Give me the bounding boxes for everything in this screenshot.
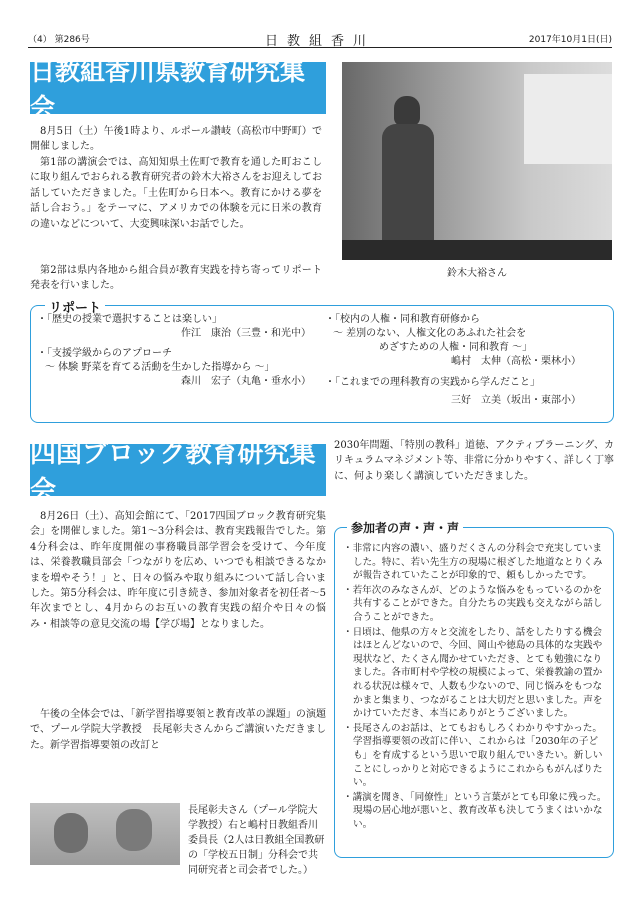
issue-date: 2017年10月1日(日) — [528, 35, 612, 45]
report-box — [30, 301, 614, 423]
article1-para1: 8月5日（土）午後1時より、ルポール讃岐（高松市中野町）で開催しました。 — [30, 126, 322, 153]
voice-item-2: ・若年次のみなさんが、どのような悩みをもっているのかを共有することができた。自分たちの実践も交えながら話し合うことができた。 — [343, 584, 603, 623]
voices-list — [343, 542, 607, 832]
person-right-shape — [116, 809, 152, 851]
report-item-1-author: 作江 康治（三豊・和光中） — [181, 328, 311, 339]
speaker-body — [382, 124, 434, 244]
issue-number: （4） 第286号 — [28, 35, 90, 45]
article2-title: 四国ブロック教育研究集会 — [30, 444, 326, 496]
voice-item-1: ・非常に内容の濃い、盛りだくさんの分科会で充実していました。特に、若い先生方の現場に根ざした地道なとりくみが報告されていたことが印象的で、頼もしかったです。 — [343, 543, 603, 582]
report-box-title: リポート — [45, 297, 105, 316]
article1-para2: 第1部の講演会では、高知知県土佐町で教育を通した町おこしに取り組んでおられる教育研究者の鈴木大裕さんをお迎えしてお話していただきました。「土佐町から日本へ。教育にかける夢を話し合おう。」をテーマに、アメリカでの体験を元に日米の教育の違いなどについて、大変興味深いお話でした。 — [30, 157, 322, 230]
report-item-3-subtitle: ～ 差別のない、人権文化のあふれた社会を — [333, 328, 527, 339]
speaker-head — [394, 96, 420, 126]
article2-para2: 午後の全体会では、「新学習指導要領と教育改革の課題」の演題で、プール学院大学教授 長尾彰夫さんからご講演いただきました。新学習指導要領の改訂と — [30, 709, 326, 751]
speaker-photo — [342, 62, 612, 260]
article2-para1: 8月26日（土）、高知会館にて、「2017四国ブロック教育研究集会」を開催しました。第1～3分科会は、教育実践報告でした。第4分科会は、昨年度開催の事務職員部学習会を受けて、今年度は、栄養教職員部会「つながりを広め、いつでも相談できるなかまを増やそう！」と、日々の悩みや取り組みについて話し合いました。第5分科会は、昨年度に引き続き、参加対象者を初任者～5年次までとし、4月からのお互いの教育実践の紹介や日々の悩み・相談等の意見交流の場【学び場】となりました。 — [30, 511, 326, 630]
article2-para3: 2030年問題、「特別の教科」道徳、アクティブラーニング、カリキュラムマネジメント等、非常に分かりやすく、詳しく丁寧に、何より楽しく講演していただきました。 — [334, 440, 614, 482]
lecturer-photo — [30, 803, 180, 865]
speaker-photo-caption: 鈴木大裕さん — [447, 268, 507, 279]
article1-para3: 第2部は県内各地から組合員が教育実践を持ち寄ってリポート発表を行いました。 — [30, 265, 322, 292]
voice-item-3: ・日頃は、他県の方々と交流をしたり、話をしたりする機会はほとんどないので、今回、岡山や徳島の具体的な実践や現状など、たくさん聞かせていただき、とても勉強になりました。各市町村や学校の規模によって、栄養教諭の置かれる状況は様々で、人数も少ないので、同じ悩みをもつなかまと集まり、つながることは大切だと思いました。声をかけていただき、本当にありがとうございました。 — [343, 626, 603, 720]
report-item-4-title: ・「これまでの理科教育の実践から学んだこと」 — [325, 377, 540, 388]
table-shape — [342, 240, 612, 260]
page-header — [28, 32, 612, 48]
report-item-3-author: 嶋村 太伸（高松・栗林小） — [451, 356, 581, 367]
newspaper-title: 日教組香川 — [264, 34, 375, 49]
projector-screen — [524, 74, 612, 164]
report-item-2-author: 森川 宏子（丸亀・垂水小） — [181, 376, 311, 387]
person-left-shape — [54, 813, 88, 853]
report-item-4-author: 三好 立美（坂出・東部小） — [451, 395, 581, 406]
report-item-1-title: ・「歴史の授業で選択することは楽しい」 — [37, 314, 222, 325]
report-item-3-title: ・「校内の人権・同和教育研修から — [325, 314, 480, 325]
report-item-3-subtitle2: めざすための人権・同和教育 ～」 — [379, 342, 533, 353]
voice-item-4: ・長尾さんのお話は、とてもおもしろくわかりやすかった。学習指導要領の改訂に伴い、これからは「2030年の子ども」を育成するという思いで取り組んでいきたい。新しいことにしっかりと対応できるようにこれからもがんばりたい。 — [343, 722, 603, 789]
article1-title: 日教組香川県教育研究集会 — [30, 62, 326, 114]
report-item-2-subtitle: ～ 体験 野菜を育てる活動を生かした指導から ～」 — [45, 362, 275, 373]
report-item-2-title: ・「支援学級からのアプローチ — [37, 348, 172, 359]
voices-box-title: 参加者の声・声・声 — [347, 519, 463, 536]
participant-voices-box — [334, 521, 614, 858]
lecturer-photo-caption: 長尾彰夫さん（プール学院大学教授）右と嶋村日教組香川委員長（2人は日教組全国教研の「学校五日制」分科会で共同研究者と司会者でした。） — [188, 805, 325, 876]
voice-item-5: ・講演を聞き、「同僚性」という言葉がとても印象に残った。現場の居心地が悪いと、教育改革も決してうまくはいかない。 — [343, 791, 607, 830]
